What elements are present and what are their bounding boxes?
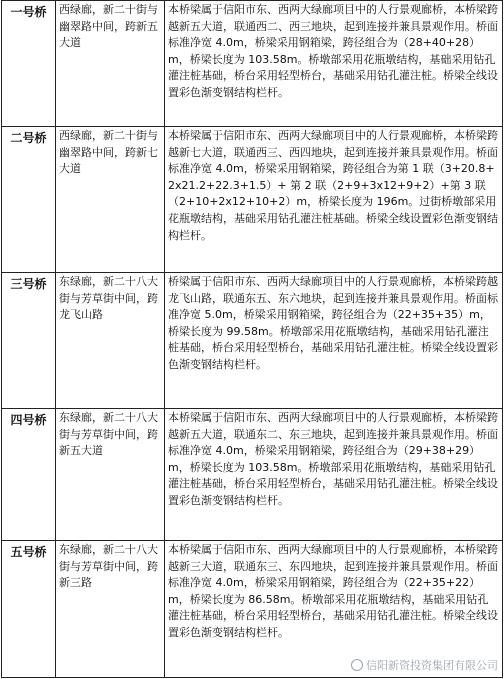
bridge-location: 东绿廊，新二十八大街与芳草街中间，跨新五大道 [56,409,165,541]
table-row [2,1,503,127]
bridge-description: 本桥梁属于信阳市东、西两大绿廊项目中的人行景观廊桥，本桥梁跨越新五大道，联通西二、西三地块，起到连接并兼具景观作用。桥面标准净宽 4.0m，桥梁采用钢箱梁，跨径组合为（28+40+28）m，桥梁长度为 103.58m。桥墩部采用花瓶墩结构，基础采用钻孔灌注桩基础，桥台采用轻型桥台，基础采用钻孔灌注桩。桥梁全线设置彩色渐变钢结构栏杆。 [165,1,503,127]
bridge-description: 本桥梁属于信阳市东、西两大绿廊项目中的人行景观廊桥，本桥梁跨越新五大道，联通东二、东三地块，起到连接并兼具景观作用。桥面标准净宽 4.0m，桥梁采用钢箱梁，跨径组合为（29+38+29）m，桥梁长度为 103.58m。桥墩部采用花瓶墩结构，基础采用钻孔灌注桩基础，桥台采用轻型桥台，基础采用钻孔灌注桩。桥梁全线设置彩色渐变钢结构栏杆。 [165,409,503,541]
bridge-location: 西绿廊，新二十街与幽翠路中间，跨新七大道 [56,127,165,273]
bridge-location: 西绿廊，新二十街与幽翠路中间，跨新五大道 [56,1,165,127]
bridge-location: 东绿廊，新二十八大街与芳草街中间，跨龙飞山路 [56,273,165,409]
table-row [2,127,503,273]
watermark-text: 信阳新资投资集团有限公司 [366,659,498,672]
bridge-description: 本桥梁属于信阳市东、西两大绿廊项目中的人行景观廊桥，本桥梁跨越新三大道，联通东三、东四地块，起到连接并兼具景观作用。桥面标准净宽 4.0m，桥梁采用钢箱梁，跨径组合为（22+35+22）m，桥梁长度为 86.58m。桥墩部采用花瓶墩结构，基础采用钻孔灌注桩基础，桥台采用轻型桥台，基础采用钻孔灌注桩。桥梁全线设置彩色渐变钢结构栏杆。 [165,541,503,678]
bridge-table [1,0,503,678]
table-row [2,409,503,541]
wechat-icon [351,659,363,671]
bridge-name: 二号桥 [2,127,56,273]
bridge-location: 东绿廊，新二十八大街与芳草街中间，跨新三路 [56,541,165,678]
bridge-name: 五号桥 [2,541,56,678]
watermark [351,657,498,673]
bridge-name: 一号桥 [2,1,56,127]
bridge-name: 四号桥 [2,409,56,541]
table-row [2,273,503,409]
bridge-description: 桥梁属于信阳市东、西两大绿廊项目中的人行景观廊桥，本桥梁跨越龙飞山路，联通东五、东六地块，起到连接并兼具景观作用。桥面标准净宽 5.0m，桥梁采用钢箱梁，跨径组合为（22+35+35）m，桥梁长度为 99.58m。桥墩部采用花瓶墩结构，基础采用钻孔灌注桩基础，桥台采用轻型桥台，基础采用钻孔灌注桩。桥梁全线设置彩色渐变钢结构栏杆。 [165,273,503,409]
bridge-description: 本桥梁属于信阳市东、西两大绿廊项目中的人行景观廊桥，本桥梁跨越新七大道，联通西三、西四地块，起到连接并兼具景观作用。桥面标准净宽 4.0m，桥梁采用钢箱梁，跨径组合为第 1 联（3+20.8+2x21.2+22.3+1.5）+ 第 2 联（2+9+3x12+9+2）+第 3 联（2+10+2x12+10+2）m，桥梁长度为 196m。过街桥墩部采用花瓶墩结构，基础采用钻孔灌注桩基础。桥梁全线设置彩色渐变钢结构栏杆。 [165,127,503,273]
bridge-name: 三号桥 [2,273,56,409]
